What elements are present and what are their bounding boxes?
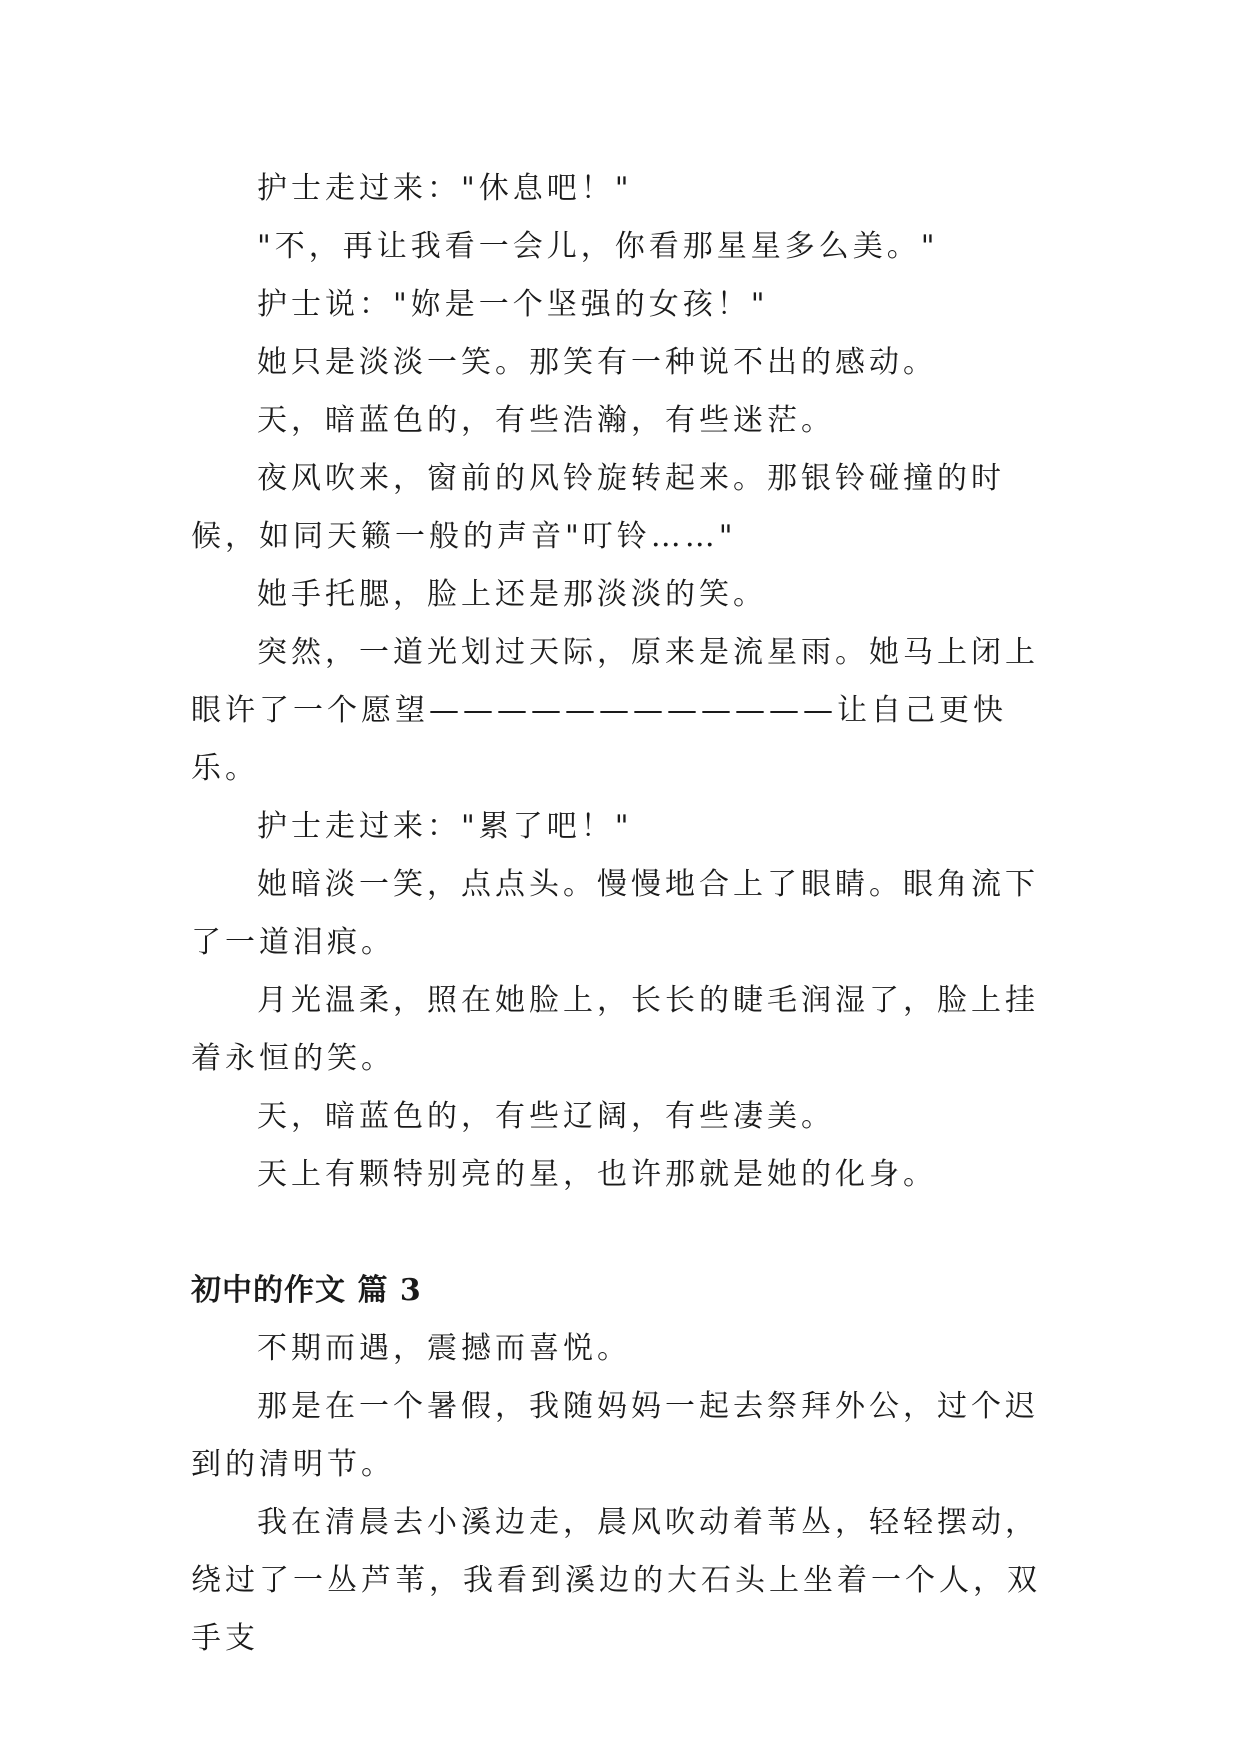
paragraph: 不期而遇，震撼而喜悦。 bbox=[257, 1331, 631, 1366]
paragraph: 天，暗蓝色的，有些辽阔，有些凄美。 bbox=[257, 1099, 835, 1134]
paragraph: 夜风吹来，窗前的风铃旋转起来。那银铃碰撞的时候，如同天籁一般的声音"叮铃……" bbox=[191, 461, 1005, 554]
paragraph: 那是在一个暑假，我随妈妈一起去祭拜外公，过个迟到的清明节。 bbox=[191, 1389, 1039, 1482]
paragraph: 护士走过来："休息吧！" bbox=[257, 171, 633, 206]
paragraph: 她手托腮，脸上还是那淡淡的笑。 bbox=[257, 577, 767, 612]
paragraph: 她暗淡一笑，点点头。慢慢地合上了眼睛。眼角流下了一道泪痕。 bbox=[191, 867, 1039, 960]
paragraph: 天，暗蓝色的，有些浩瀚，有些迷茫。 bbox=[257, 403, 835, 438]
paragraph: 护士走过来："累了吧！" bbox=[257, 809, 633, 844]
document-body bbox=[191, 160, 1061, 1668]
paragraph: 她只是淡淡一笑。那笑有一种说不出的感动。 bbox=[257, 345, 937, 380]
paragraph: 护士说："妳是一个坚强的女孩！" bbox=[257, 287, 769, 322]
paragraph: 我在清晨去小溪边走，晨风吹动着苇丛，轻轻摆动，绕过了一丛芦苇，我看到溪边的大石头上坐着一个人，双手支 bbox=[191, 1505, 1041, 1656]
paragraph: "不，再让我看一会儿，你看那星星多么美。" bbox=[257, 229, 939, 264]
paragraph: 天上有颗特别亮的星，也许那就是她的化身。 bbox=[257, 1157, 937, 1192]
paragraph: 突然，一道光划过天际，原来是流星雨。她马上闭上眼许了一个愿望————————————让自己更快乐。 bbox=[191, 635, 1039, 786]
paragraph: 月光温柔，照在她脸上，长长的睫毛润湿了，脸上挂着永恒的笑。 bbox=[191, 983, 1039, 1076]
section-title: 初中的作文 篇 3 bbox=[191, 1273, 422, 1308]
